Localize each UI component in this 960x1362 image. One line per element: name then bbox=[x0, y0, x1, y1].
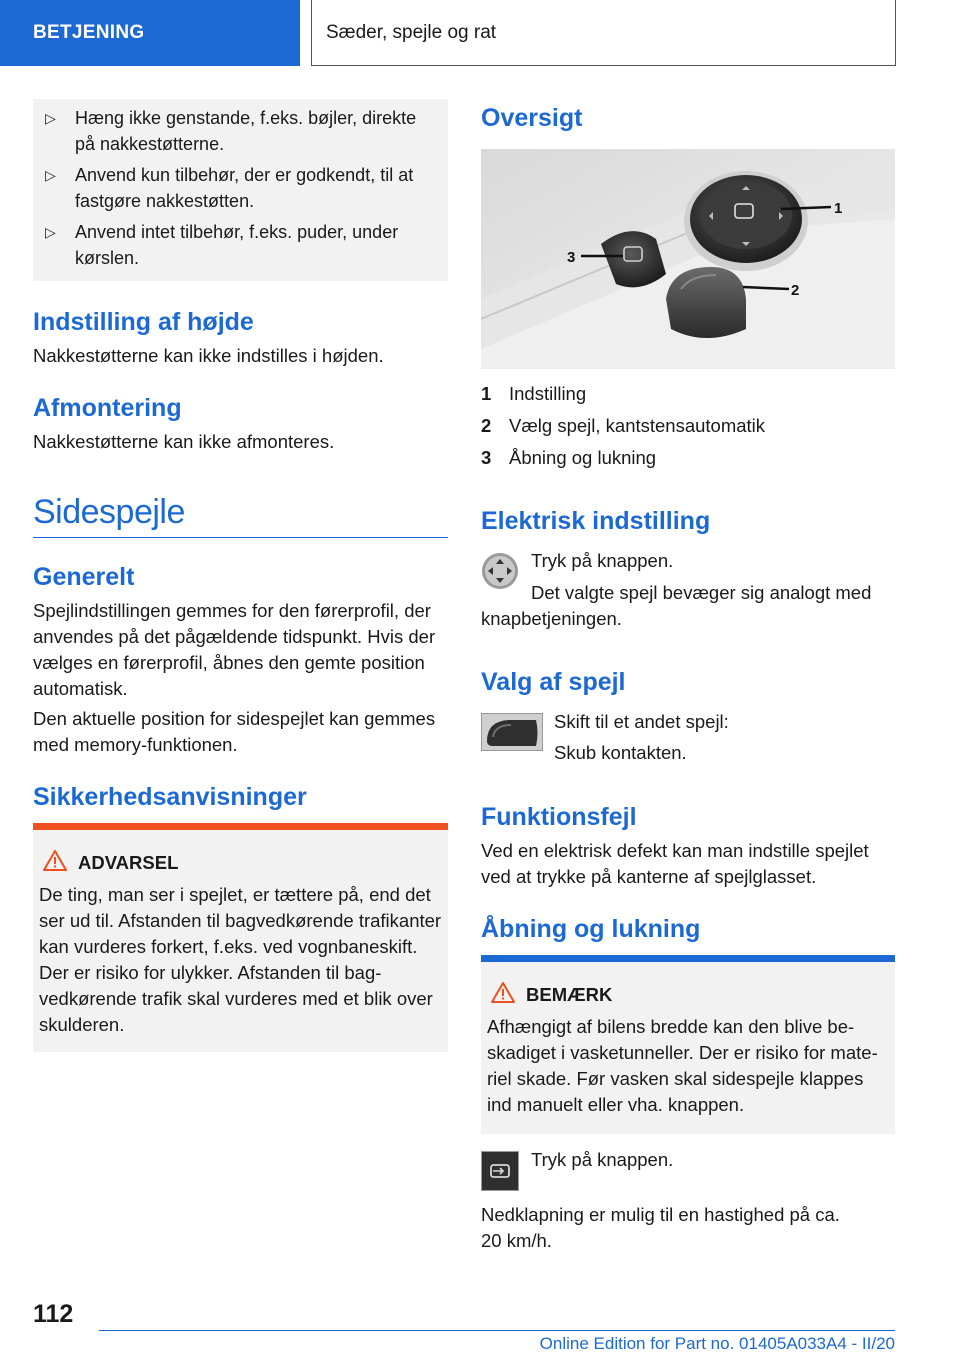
legend-number: 1 bbox=[481, 383, 492, 404]
notice-rule bbox=[481, 955, 895, 962]
callout-2: 2 bbox=[791, 282, 800, 299]
note-text: Anvend kun tilbehør, der er godkendt, til at fastgøre nakkestøtten. bbox=[75, 165, 414, 211]
electric-text-2: Det valgte spejl bevæger sig analogt med knapbetjeningen. bbox=[481, 582, 872, 629]
height-text: Nakkestøtterne kan ikke indstilles i højden. bbox=[33, 345, 384, 366]
chapter-label: Sæder, spejle og rat bbox=[326, 21, 497, 43]
select-heading: Valg af spejl bbox=[481, 668, 626, 696]
triangle-bullet-icon: ▷ bbox=[45, 110, 56, 126]
callout-1: 1 bbox=[834, 200, 843, 217]
notice-text: Afhængigt af bilens bredde kan den blive beskadiget i vasketunneller. Der er risiko for materiel skade. Før vasken skal sidespejle klappes ind manuelt eller vha. knappen. bbox=[487, 1016, 878, 1115]
legend-label: Vælg spejl, kantstensautomatik bbox=[509, 415, 766, 436]
note-text: Hæng ikke genstande, f.eks. bøjler, direkte på nakkestøtterne. bbox=[75, 108, 417, 154]
electric-text-1: Tryk på knappen. bbox=[531, 550, 674, 571]
callout-3: 3 bbox=[567, 249, 576, 266]
triangle-bullet-icon: ▷ bbox=[45, 224, 56, 240]
electric-heading: Elektrisk indstilling bbox=[481, 507, 711, 535]
select-text-1: Skift til et andet spejl: bbox=[554, 711, 729, 732]
warning-rule bbox=[33, 823, 448, 830]
triangle-bullet-icon: ▷ bbox=[45, 167, 56, 183]
folding-press-text: Tryk på knappen. bbox=[531, 1149, 674, 1170]
removal-text: Nakkestøtterne kan ikke afmonteres. bbox=[33, 431, 335, 452]
generelt-paragraph-2: Den aktuelle position for sidespejlet kan gemmes med memory-funktionen. bbox=[33, 708, 436, 755]
removal-heading: Afmontering bbox=[33, 394, 182, 422]
sidespejle-heading: Sidespejle bbox=[33, 493, 185, 531]
height-heading: Indstilling af højde bbox=[33, 308, 254, 336]
overview-heading: Oversigt bbox=[481, 104, 583, 132]
notice-label: BEMÆRK bbox=[526, 984, 613, 1005]
select-text-2: Skub kontakten. bbox=[554, 742, 687, 763]
legend-label: Åbning og lukning bbox=[509, 447, 657, 468]
section-rule bbox=[33, 537, 448, 538]
folding-speed-text: Nedklapning er mulig til en hastighed på ca. 20 km/h. bbox=[481, 1204, 840, 1251]
fault-text: Ved en elektrisk defekt kan man indstille spejlet ved at trykke på kanterne af spejlglasset. bbox=[481, 840, 869, 887]
page-number: 112 bbox=[33, 1300, 74, 1328]
fault-heading: Funktionsfejl bbox=[481, 803, 637, 831]
warning-text: De ting, man ser i spejlet, er tættere på, end det ser ud til. Afstanden til bagvedkørende trafikanter kan vurderes forkert, f.eks. ved vognbaneskift. Der er risiko for ulykker. Afstanden til bagvedkørende trafik skal vurderes med et blik over skulderen. bbox=[39, 884, 442, 1035]
notice-box bbox=[481, 962, 895, 1134]
warning-triangle-icon bbox=[43, 850, 67, 871]
edition-text: Online Edition for Part no. 01405A033A4 - II/20 bbox=[539, 1334, 895, 1353]
folding-heading: Åbning og lukning bbox=[481, 915, 701, 943]
chapter-header bbox=[311, 0, 896, 66]
note-text: Anvend intet tilbehør, f.eks. puder, under kørslen. bbox=[75, 222, 399, 268]
legend-number: 3 bbox=[481, 447, 492, 468]
generelt-heading: Generelt bbox=[33, 563, 135, 591]
fold-mirror-button-icon bbox=[481, 1151, 519, 1196]
warning-box bbox=[33, 830, 448, 1052]
mirror-control-illustration bbox=[481, 149, 895, 369]
note-box bbox=[33, 99, 448, 281]
generelt-paragraph-1: Spejlindstillingen gemmes for den førerprofil, der anvendes på det pågældende tidspunkt. Hvis der vælges en førerprofil, åbnes den gemte position automatisk. bbox=[33, 600, 436, 699]
warning-label: ADVARSEL bbox=[78, 852, 179, 873]
mirror-switch-icon bbox=[481, 713, 543, 756]
legend-label: Indstilling bbox=[509, 383, 587, 404]
section-tab bbox=[0, 0, 300, 66]
legend-number: 2 bbox=[481, 415, 492, 436]
notice-triangle-icon bbox=[491, 982, 515, 1003]
safety-heading: Sikkerhedsanvisninger bbox=[33, 783, 307, 811]
mirror-control-photo bbox=[481, 149, 895, 369]
footer-rule bbox=[99, 1330, 895, 1331]
section-label: BETJENING bbox=[33, 22, 145, 43]
